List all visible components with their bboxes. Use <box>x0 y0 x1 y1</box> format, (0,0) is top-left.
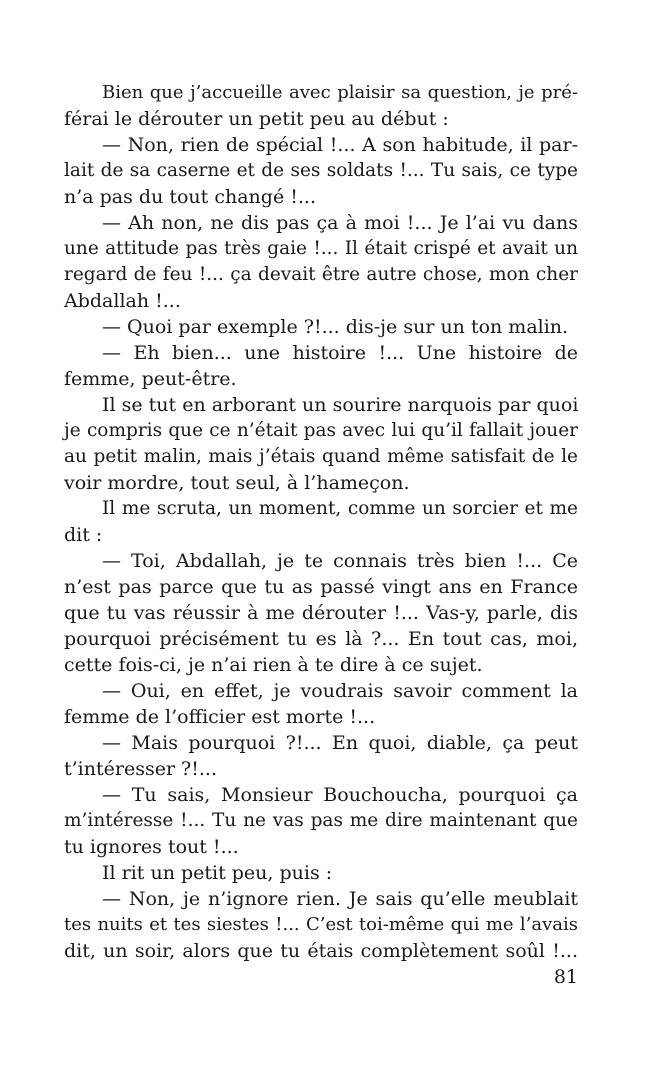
text-line: — Ah non, ne dis pas ça à moi !... Je l’ai vu dans <box>102 212 578 234</box>
text-line: je compris que ce n’était pas avec lui qu’il fallait jouer <box>64 420 578 441</box>
text-line: dit, un soir, alors que tu étais complètement soûl !... <box>64 940 578 962</box>
text-line: Il me scruta, un moment, comme un sorcier et me <box>102 498 578 519</box>
text-line: — Mais pourquoi ?!... En quoi, diable, ça peut <box>102 732 578 754</box>
text-line: tu ignores tout !... <box>64 836 239 858</box>
text-line: Abdallah !... <box>64 290 181 312</box>
text-line: — Tu sais, Monsieur Bouchoucha, pourquoi ça <box>102 784 578 806</box>
text-line: femme, peut-être. <box>64 368 237 390</box>
text-line: Il se tut en arborant un sourire narquois par quoi <box>102 394 579 416</box>
text-line: — Quoi par exemple ?!... dis-je sur un ton malin. <box>102 316 569 338</box>
text-line: m’intéresse !... Tu ne vas pas me dire maintenant que <box>64 810 578 831</box>
text-line: dit : <box>64 524 103 546</box>
text-line: — Oui, en effet, je voudrais savoir comment la <box>102 680 578 702</box>
text-line: — Non, rien de spécial !... A son habitude, il par- <box>102 134 578 156</box>
text-line: n’est pas parce que tu as passé vingt ans en France <box>64 576 578 598</box>
text-line: t’intéresser ?!... <box>64 758 218 780</box>
text-line: n’a pas du tout changé !... <box>64 186 316 208</box>
text-line: que tu vas réussir à me dérouter !... Vas-y, parle, dis <box>64 602 578 624</box>
text-line: — Non, je n’ignore rien. Je sais qu’elle meublait <box>102 888 578 910</box>
text-line: Il rit un petit peu, puis : <box>102 862 333 884</box>
text-line: femme de l’officier est morte !... <box>64 706 376 728</box>
text-line: regard de feu !... ça devait être autre chose, mon cher <box>64 264 578 285</box>
text-line: pourquoi précisément tu es là ?... En tout cas, moi, <box>64 628 578 650</box>
book-page-text <box>64 80 578 964</box>
text-line: une attitude pas très gaie !... Il était crispé et avait un <box>64 238 578 259</box>
text-line: férai le dérouter un petit peu au début : <box>64 108 449 130</box>
text-line: cette fois-ci, je n’ai rien à te dire à ce sujet. <box>64 654 483 676</box>
text-line: tes nuits et tes siestes !... C’est toi-même qui me l’avais <box>64 914 578 935</box>
text-line: — Eh bien... une histoire !... Une histoire de <box>102 342 578 364</box>
text-line: — Toi, Abdallah, je te connais très bien !... Ce <box>102 550 578 572</box>
text-line: voir mordre, tout seul, à l’hameçon. <box>64 472 410 494</box>
text-line: Bien que j’accueille avec plaisir sa question, je pré- <box>102 82 578 103</box>
page-number: 81 <box>553 966 578 988</box>
text-line: au petit malin, mais j’étais quand même satisfait de le <box>64 446 578 467</box>
text-line: lait de sa caserne et de ses soldats !... Tu sais, ce type <box>64 160 578 181</box>
